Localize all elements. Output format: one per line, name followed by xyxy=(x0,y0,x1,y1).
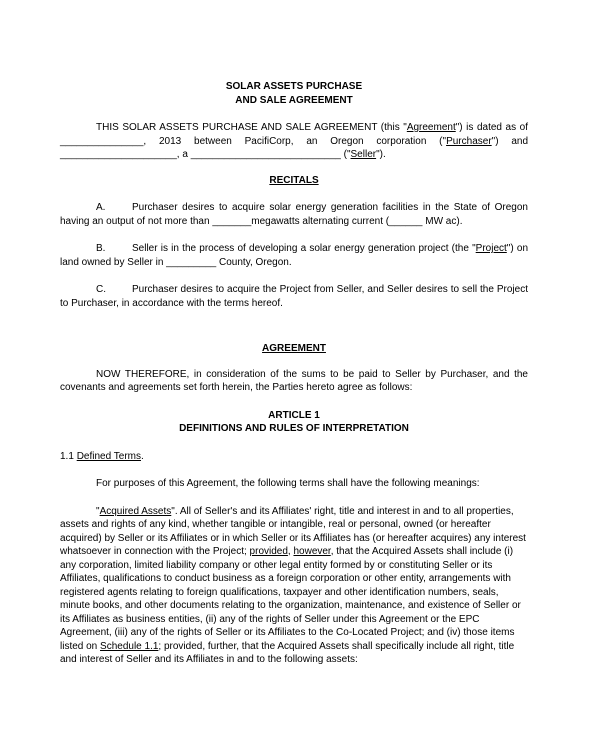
section-number: 1.1 xyxy=(60,450,77,462)
recital-b xyxy=(60,242,528,269)
agreement-defined-term: Agreement xyxy=(406,122,456,133)
acquired-assets-definition xyxy=(60,505,528,667)
seller-defined-term: Seller xyxy=(350,149,377,160)
agreement-heading: AGREEMENT xyxy=(262,343,326,354)
intro-text-1: THIS SOLAR ASSETS PURCHASE AND SALE AGREEMENT (this " xyxy=(96,122,407,133)
intro-text-2: ") is dated as of _______________, 2013 between PacifiCorp, an Oregon corporation (" xyxy=(60,122,528,147)
comma: , xyxy=(287,546,294,557)
schedule-reference: Schedule 1.1 xyxy=(100,640,159,652)
purposes-paragraph: For purposes of this Agreement, the following terms shall have the following meanings: xyxy=(96,478,480,489)
recital-c xyxy=(60,283,528,310)
body-text: assets and rights of any kind, whether tangible or intangible, real or personal, owned (or hereafter acquired) by Seller or its Affiliates or in which Seller or its Affiliates has (or hereafter acquires) any interest whatsoever in connection with the Project; xyxy=(60,519,526,557)
document-title xyxy=(60,80,528,107)
article-number: ARTICLE 1 xyxy=(268,409,320,421)
article-heading xyxy=(60,409,528,436)
recital-text: Purchaser desires to acquire the Project from Seller, and Seller desires to sell the Project to Purchaser, in accordance with the terms hereof. xyxy=(60,284,528,309)
purchaser-defined-term: Purchaser xyxy=(446,135,492,147)
recital-a xyxy=(60,201,528,228)
acquired-assets-body xyxy=(60,518,528,667)
acquired-assets-text: ". All of Seller's and its Affiliates' right, title and interest in and to all properties, xyxy=(171,505,514,517)
recital-text: Seller is in the process of developing a solar energy generation project (the " xyxy=(132,243,476,254)
intro-text-3: ") and _____________________, a ___________________________ (" xyxy=(60,135,529,160)
provided-term: provided xyxy=(249,546,288,557)
quote-open: " xyxy=(96,505,100,517)
body-text: , that the Acquired Assets shall include (i) any corporation, limited liability company or other legal entity formed by or constituting Seller or its Affiliates, qualifications to conduct business as a foreign corporation or other entity, arrangements with registered agents relating to foreign qualifications, taxpayer and other identification numbers, seals, minute books, and other documents relating to the organization, maintenance, and existence of Seller or its Affiliates as business entities, (ii) any of the rights of Seller under this Agreement or the EPC Agreement, (iii) any of the rights of Seller or its Affiliates to the Co-Located Project; and (iv) those items listed on xyxy=(60,546,521,652)
acquired-assets-first-line xyxy=(96,505,528,519)
acquired-assets-term: Acquired Assets xyxy=(99,505,172,517)
recital-text: ") on land owned by Seller in _________ County, Oregon. xyxy=(60,243,528,268)
recitals-heading: RECITALS xyxy=(269,174,319,186)
now-therefore-paragraph: NOW THEREFORE, in consideration of the sums to be paid to Seller by Purchaser, and the covenants and agreements set forth herein, the Parties hereto agree as follows: xyxy=(60,368,528,393)
recital-letter: B. xyxy=(96,243,106,254)
recital-text: Purchaser desires to acquire solar energy generation facilities in the State of Oregon having an output of not more than _______megawatts alternating current (______ MW ac). xyxy=(60,202,528,227)
intro-paragraph xyxy=(60,121,528,162)
section-title: Defined Terms xyxy=(76,450,141,462)
project-defined-term: Project xyxy=(475,243,507,254)
recital-letter: C. xyxy=(96,284,106,295)
recital-letter: A. xyxy=(96,202,106,213)
body-text: ; provided, further, that the Acquired Assets shall specifically include all right, title and interest of Seller and its Affiliates in and to the following assets: xyxy=(60,640,515,665)
title-line-2: AND SALE AGREEMENT xyxy=(235,94,353,106)
section-defined-terms xyxy=(60,450,528,464)
article-title: DEFINITIONS AND RULES OF INTERPRETATION xyxy=(179,423,409,434)
section-title-period: . xyxy=(140,450,144,462)
title-line-1: SOLAR ASSETS PURCHASE xyxy=(225,81,363,92)
intro-text-4: "). xyxy=(376,149,386,160)
however-term: however xyxy=(293,546,331,557)
